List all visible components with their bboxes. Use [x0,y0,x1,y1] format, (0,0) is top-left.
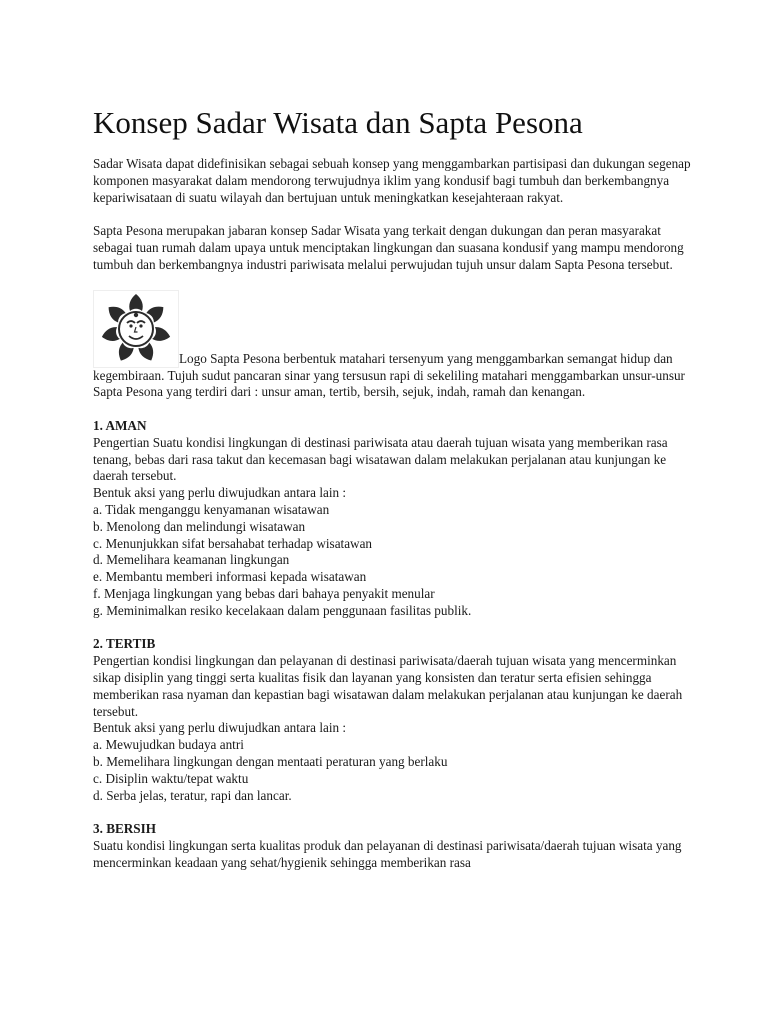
section-definition: Pengertian kondisi lingkungan dan pelayanan di destinasi pariwisata/daerah tujuan wisata yang mencerminkan sikap disiplin yang tinggi serta kualitas fisik dan layanan yang konsisten dan teratur serta efisien sehingga memberikan rasa nyaman dan kepastian bagi wisatawan dalam melakukan perjalanan atau kunjungan ke daerah tersebut. [93,653,683,719]
logo-caption: Logo Sapta Pesona berbentuk matahari tersenyum yang menggambarkan semangat hidup dan kegembiraan. Tujuh sudut pancaran sinar yang tersusun rapi di sekeliling matahari menggambarkan unsur-unsur Sapta Pesona yang terdiri dari : unsur aman, tertib, bersih, sejuk, indah, ramah dan kenangan. [93,350,685,400]
sapta-pesona-logo-icon [93,290,179,368]
actions-list [93,737,693,804]
section-actions-intro: Bentuk aksi yang perlu diwujudkan antara lain : [93,485,347,501]
section-tertib [93,636,693,804]
list-item: g. Meminimalkan resiko kecelakaan dalam penggunaan fasilitas publik. [93,602,472,618]
intro-paragraph-sadar-wisata: Sadar Wisata dapat didefinisikan sebagai sebuah konsep yang menggambarkan partisipasi dan dukungan segenap komponen masyarakat dalam mendorong terwujudnya iklim yang kondusif bagi tumbuh dan berkembangnya kepariwisataan di suatu wilayah dan bertujuan untuk meningkatkan kesejahteraan rakyat. [93,156,691,205]
list-item: a. Mewujudkan budaya antri [93,737,244,753]
list-item: b. Menolong dan melindungi wisatawan [93,518,306,534]
intro-paragraph-sapta-pesona: Sapta Pesona merupakan jabaran konsep Sadar Wisata yang terkait dengan dukungan dan peran masyarakat sebagai tuan rumah dalam upaya untuk menciptakan lingkungan dan suasana kondusif yang mampu mendorong tumbuh dan berkembangnya industri pariwisata melalui perwujudan tujuh unsur dalam Sapta Pesona tersebut. [93,223,684,272]
section-definition: Pengertian Suatu kondisi lingkungan di destinasi pariwisata atau daerah tujuan wisata yang memberikan rasa tenang, bebas dari rasa takut dan kecemasan bagi wisatawan dalam melakukan perjalanan atau kunjungan ke daerah tersebut. [93,434,668,484]
list-item: e. Membantu memberi informasi kepada wisatawan [93,569,367,585]
section-definition: Suatu kondisi lingkungan serta kualitas produk dan pelayanan di destinasi pariwisata/daerah tujuan wisata yang mencerminkan keadaan yang sehat/hygienik sehingga memberikan rasa [93,837,682,870]
list-item: a. Tidak menganggu kenyamanan wisatawan [93,501,330,517]
section-heading: 1. AMAN [93,417,147,433]
logo-paragraph [93,274,693,402]
list-item: d. Serba jelas, teratur, rapi dan lancar. [93,787,292,803]
section-heading: 3. BERSIH [93,821,157,837]
section-heading: 2. TERTIB [93,636,156,652]
list-item: b. Memelihara lingkungan dengan mentaati peraturan yang berlaku [93,753,448,769]
list-item: f. Menjaga lingkungan yang bebas dari bahaya penyakit menular [93,585,435,601]
list-item: c. Disiplin waktu/tepat waktu [93,770,249,786]
page-title: Konsep Sadar Wisata dan Sapta Pesona [93,105,583,140]
section-bersih [93,821,693,871]
list-item: d. Memelihara keamanan lingkungan [93,552,290,568]
section-actions-intro: Bentuk aksi yang perlu diwujudkan antara lain : [93,720,347,736]
list-item: c. Menunjukkan sifat bersahabat terhadap wisatawan [93,535,373,551]
document-page [93,104,693,888]
section-aman [93,418,693,620]
actions-list [93,502,693,620]
